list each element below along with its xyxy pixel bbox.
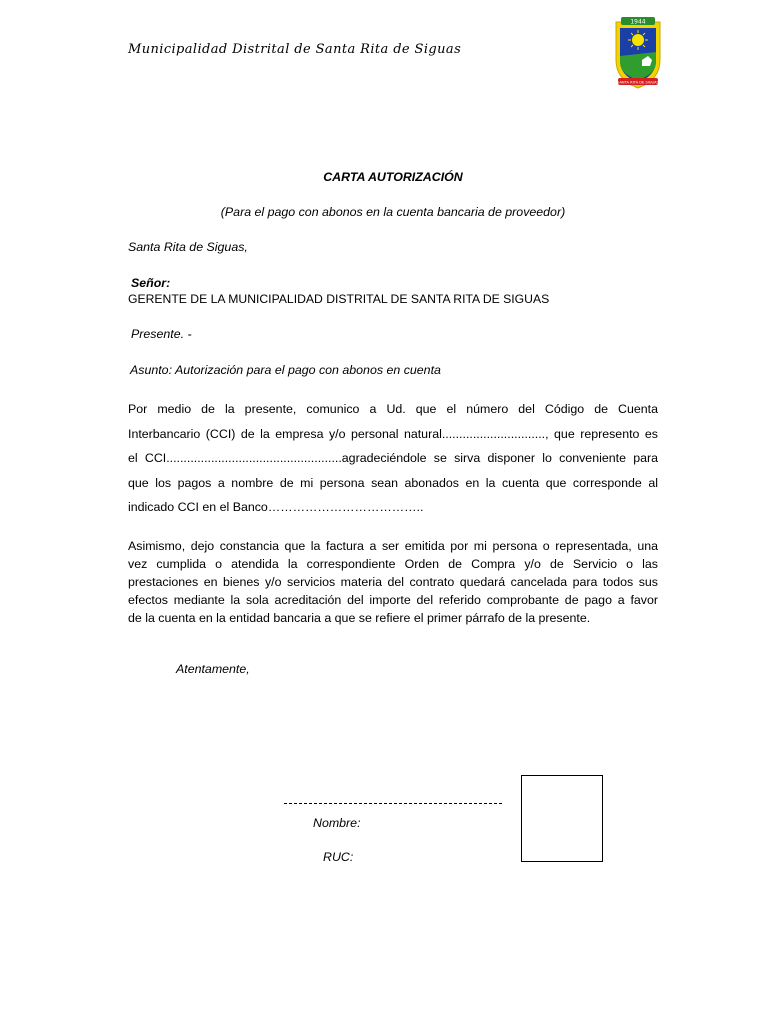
paragraph-asimismo-line: efectos mediante la sola acreditación del importe del referido comprobante de pago a favor xyxy=(128,593,658,607)
recipient: GERENTE DE LA MUNICIPALIDAD DISTRITAL DE SANTA RITA DE SIGUAS xyxy=(128,292,550,306)
paragraph-cci-line: el CCI...................................................agradeciéndole se sirva disponer lo conveniente para xyxy=(128,451,658,465)
paragraph-asimismo-line: vez cumplida o atendida la correspondiente Orden de Compra y/o de Servicio o las xyxy=(128,557,658,571)
presente-line: Presente. - xyxy=(131,327,192,341)
subject-line: Asunto: Autorización para el pago con abonos en cuenta xyxy=(130,363,441,377)
paragraph-cci-line: Interbancario (CCI) de la empresa y/o personal natural.............................., que represento es xyxy=(128,426,658,441)
name-label: Nombre: xyxy=(313,816,361,830)
letter-subtitle: (Para el pago con abonos en la cuenta bancaria de proveedor) xyxy=(220,205,566,219)
place-line: Santa Rita de Siguas, xyxy=(128,240,248,254)
header-title: Municipalidad Distrital de Santa Rita de Siguas xyxy=(128,42,462,57)
paragraph-cci-line: Por medio de la presente, comunico a Ud. que el número del Código de Cuenta xyxy=(128,402,658,416)
salutation: Señor: xyxy=(131,276,171,290)
paragraph-cci-line: indicado CCI en el Banco……………………………….. xyxy=(128,500,424,514)
logo-year: 1944 xyxy=(630,18,646,26)
logo-caption: SANTA RITA DE SIGUAS xyxy=(617,80,659,85)
paragraph-asimismo-line: de la cuenta en la entidad bancaria a que se refiere el primer párrafo de la presente. xyxy=(128,611,591,625)
paragraph-asimismo xyxy=(128,537,658,627)
closing: Atentamente, xyxy=(176,662,250,676)
letter-title: CARTA AUTORIZACIÓN xyxy=(323,170,463,184)
signature-line xyxy=(284,803,502,804)
ruc-label: RUC: xyxy=(323,850,354,864)
municipal-shield-logo xyxy=(612,16,664,90)
paragraph-cci-line: que los pagos a nombre de mi persona sean abonados en la cuenta que corresponde al xyxy=(128,475,658,490)
paragraph-asimismo-line: prestaciones en bienes y/o servicios materia del contrato quedará cancelada para todos sus xyxy=(128,575,658,589)
fingerprint-box xyxy=(521,775,603,862)
paragraph-asimismo-line: Asimismo, dejo constancia que la factura a ser emitida por mi persona o representada, una xyxy=(128,539,658,553)
paragraph-cci xyxy=(128,397,658,520)
